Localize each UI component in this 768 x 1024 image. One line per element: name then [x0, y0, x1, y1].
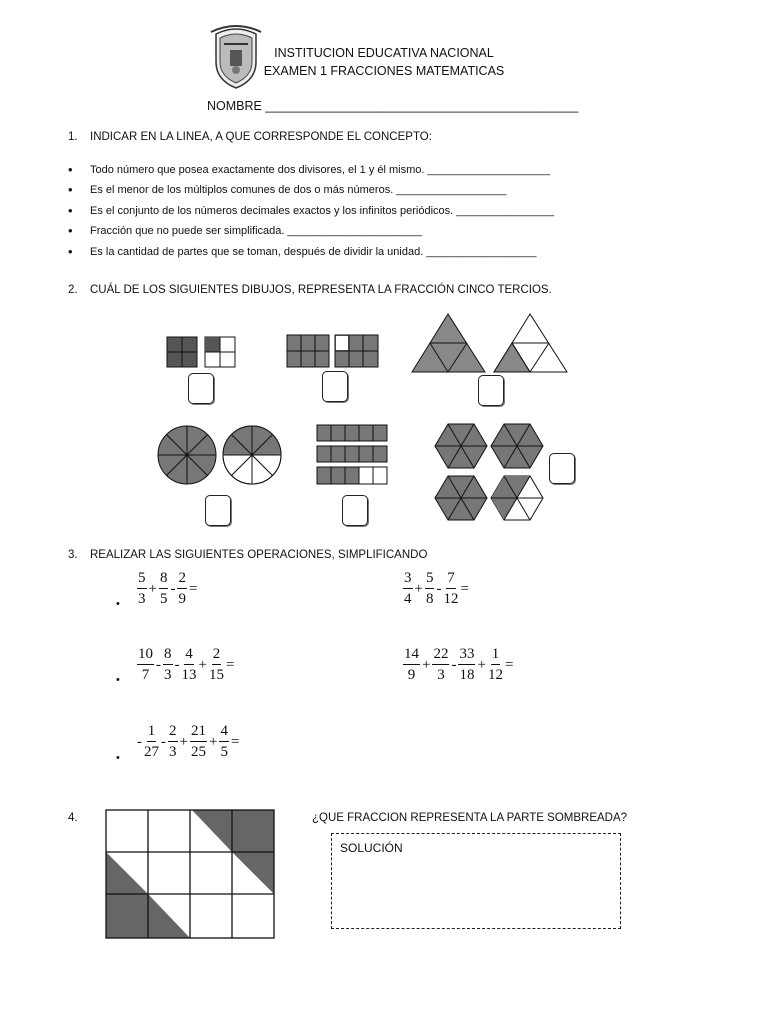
numerator: 33: [458, 647, 475, 665]
numerator: 4: [184, 647, 194, 665]
denominator: 3: [169, 744, 177, 760]
numerator: 5: [425, 571, 435, 589]
operator: -: [174, 656, 180, 673]
answer-box[interactable]: [342, 495, 368, 526]
operator: =: [188, 580, 198, 597]
numerator: 14: [403, 647, 420, 665]
operator: -: [436, 580, 442, 597]
numerator: 4: [219, 724, 229, 742]
circle-fraction-figure: [156, 424, 284, 486]
fraction: [403, 647, 420, 683]
grid-fraction-figure: [286, 334, 380, 368]
bar-fraction-figure: [316, 424, 388, 486]
denominator: 4: [404, 591, 412, 607]
operator: -: [170, 580, 176, 597]
answer-box[interactable]: [322, 371, 348, 402]
operator: -: [451, 656, 457, 673]
question-2-text: CUÁL DE LOS SIGUIENTES DIBUJOS, REPRESENTA LA FRACCIÓN CINCO TERCIOS.: [90, 284, 552, 296]
question-3-text: REALIZAR LAS SIGUIENTES OPERACIONES, SIMPLIFICANDO: [90, 549, 428, 561]
question-1-title: [68, 131, 432, 143]
question-2-title: [68, 284, 552, 296]
fraction: [425, 571, 435, 607]
fraction: [144, 724, 159, 760]
triangle-fraction-figure: [410, 312, 570, 374]
operator: -: [156, 656, 161, 673]
operator: +: [208, 733, 218, 750]
operation-expression: [136, 724, 240, 760]
denominator: 13: [181, 667, 197, 683]
solution-box[interactable]: [331, 833, 621, 929]
operator: +: [422, 656, 431, 673]
numerator: 5: [137, 571, 147, 589]
fraction: [219, 724, 229, 760]
fraction: [159, 571, 169, 607]
operation-expression: [402, 571, 470, 607]
fraction: [168, 724, 178, 760]
operator: -: [137, 733, 142, 750]
denominator: 27: [144, 744, 159, 760]
solution-label: SOLUCIÓN: [340, 841, 403, 855]
operator: +: [414, 580, 423, 597]
denominator: 3: [164, 667, 172, 683]
concept-item[interactable]: • Es el conjunto de los números decimales exactos y los infinitos periódicos. ________________: [68, 201, 554, 221]
operator: -: [161, 733, 166, 750]
operator: =: [230, 733, 240, 750]
institution-title: INSTITUCION EDUCATIVA NACIONAL: [274, 46, 494, 60]
numerator: 2: [212, 647, 222, 665]
bullet: •: [116, 674, 120, 686]
numerator: 8: [159, 571, 169, 589]
exam-title: EXAMEN 1 FRACCIONES MATEMATICAS: [263, 64, 505, 78]
fraction: [403, 571, 413, 607]
denominator: 18: [459, 667, 475, 683]
operation-expression: [136, 571, 198, 607]
question-2-number: 2.: [68, 284, 78, 296]
shaded-grid-figure: [104, 808, 276, 940]
operator: +: [179, 733, 188, 750]
numerator: 22: [432, 647, 449, 665]
denominator: 5: [220, 744, 228, 760]
numerator: 7: [446, 571, 456, 589]
denominator: 5: [159, 591, 168, 607]
operator: =: [504, 656, 514, 673]
fraction: [458, 647, 475, 683]
numerator: 2: [168, 724, 178, 742]
numerator: 2: [177, 571, 187, 589]
operator: +: [198, 656, 207, 673]
operator: =: [225, 656, 235, 673]
denominator: 15: [208, 667, 224, 683]
question-4-number: 4.: [68, 812, 78, 824]
denominator: 9: [407, 667, 416, 683]
concept-item[interactable]: • Todo número que posea exactamente dos divisores, el 1 y él mismo. ____________________: [68, 160, 554, 180]
question-3-number: 3.: [68, 549, 78, 561]
hexagon-fraction-figure: [434, 420, 546, 524]
denominator: 25: [190, 744, 206, 760]
denominator: 7: [141, 667, 150, 683]
fraction: [137, 647, 154, 683]
operator: +: [477, 656, 486, 673]
numerator: 1: [491, 647, 501, 665]
question-1-number: 1.: [68, 131, 78, 143]
concept-item[interactable]: • Es la cantidad de partes que se toman, después de dividir la unidad. __________________: [68, 242, 554, 262]
question-1-text: INDICAR EN LA LINEA, A QUE CORRESPONDE EL CONCEPTO:: [90, 131, 432, 143]
fraction: [443, 571, 458, 607]
fraction: [488, 647, 503, 683]
operator: =: [460, 580, 469, 597]
operation-expression: [136, 647, 235, 683]
denominator: 12: [443, 591, 459, 607]
numerator: 10: [137, 647, 154, 665]
operator: +: [148, 580, 157, 597]
concept-list: [68, 160, 554, 262]
denominator: 9: [178, 591, 186, 607]
operation-expression: [402, 647, 514, 683]
square-fraction-figure: [166, 336, 238, 368]
answer-box[interactable]: [478, 375, 504, 406]
question-3-title: [68, 549, 427, 561]
answer-box[interactable]: [188, 373, 214, 404]
answer-box[interactable]: [205, 495, 231, 526]
denominator: 8: [425, 591, 434, 607]
bullet: •: [116, 598, 120, 610]
concept-item[interactable]: • Es el menor de los múltiplos comunes de dos o más números. __________________: [68, 180, 554, 200]
question-4-text: ¿QUE FRACCION REPRESENTA LA PARTE SOMBREADA?: [312, 812, 628, 824]
fraction: [190, 724, 207, 760]
denominator: 3: [437, 667, 445, 683]
denominator: 3: [138, 591, 146, 607]
fraction: [163, 647, 173, 683]
numerator: 8: [163, 647, 173, 665]
numerator: 21: [190, 724, 207, 742]
concept-item[interactable]: • Fracción que no puede ser simplificada. ______________________: [68, 221, 554, 241]
fraction: [432, 647, 449, 683]
numerator: 3: [403, 571, 413, 589]
bullet: •: [116, 752, 120, 764]
fraction: [177, 571, 187, 607]
fraction: [137, 571, 147, 607]
fraction: [209, 647, 224, 683]
answer-box[interactable]: [549, 453, 575, 484]
fraction: [182, 647, 197, 683]
denominator: 12: [487, 667, 503, 683]
name-field[interactable]: NOMBRE _____________________________________________: [207, 99, 579, 113]
numerator: 1: [147, 724, 157, 742]
